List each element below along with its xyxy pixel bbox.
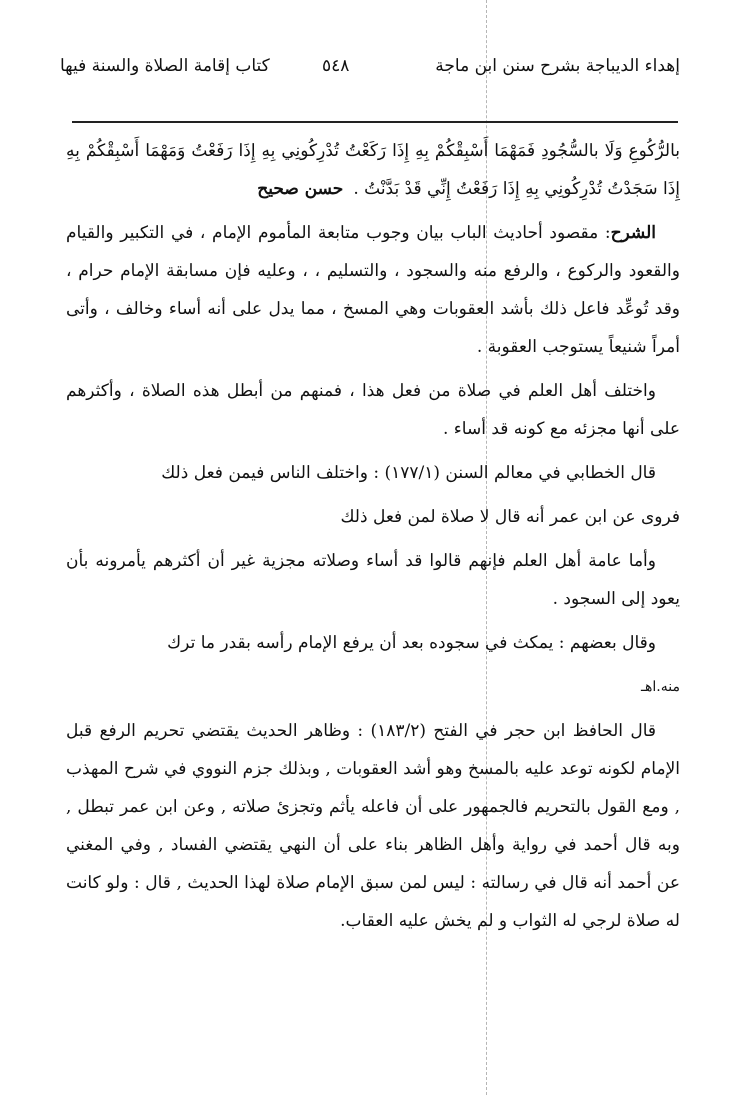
paragraph-badhuhum: وقال بعضهم : يمكث في سجوده بعد أن يرفع الإمام رأسه بقدر ما ترك [167, 633, 656, 653]
paragraph-ikhtilaf: واختلف أهل العلم في صلاة من فعل هذا ، فمنهم من أبطل هذه الصلاة ، وأكثرهم على أنها مجزئه مع كونه قد أساء . [66, 381, 680, 439]
page-number: ٥٤٨ [322, 56, 350, 76]
paragraph-ibn-umar: فروى عن ابن عمر أنه قال لا صلاة لمن فعل ذلك [340, 507, 680, 527]
running-header [60, 52, 680, 84]
page-body [66, 132, 680, 946]
paragraph-khattabi: قال الخطابي في معالم السنن (١٧٧/١) : واختلف الناس فيمن فعل ذلك [161, 463, 656, 483]
header-chapter-title: كتاب إقامة الصلاة والسنة فيها [60, 56, 270, 76]
hadith-grade: حسن صحيح [257, 179, 344, 199]
sharh-paragraph [66, 214, 680, 366]
header-rule [72, 121, 678, 123]
paragraph-end-quote: منه.اهـ [640, 679, 680, 695]
hadith-matn: بالرُّكُوعِ وَلَا بالسُّجُودِ فَمَهْمَا أَسْبِقْكُمْ بِهِ إِذَا رَكَعْتُ تُدْرِكُونِي بِهِ إِذَا رَفَعْتُ وَمَهْمَا أَسْبِقْكُمْ بِهِ إِذَا سَجَدْتُ تُدْرِكُونِي بِهِ إِذَا رَفَعْتُ إِنِّي قَدْ بَدَّنْتُ . [66, 141, 680, 199]
paragraph-ibn-hajar: قال الحافظ ابن حجر في الفتح (١٨٣/٢) : وظاهر الحديث يقتضي تحريم الرفع قبل الإمام لكونه توعد عليه بالمسخ وهو أشد العقوبات , وبذلك جزم النووي في شرح المهذب , ومع القول بالتحريم فالجمهور على أن فاعله يأثم وتجزئ صلاته , وعن ابن عمر تبطل , وبه قال أحمد في رواية وأهل الظاهر بناء على أن النهي يقتضي الفساد , وفي المغني عن أحمد أنه قال في رسالته : ليس لمن سبق الإمام صلاة لهذا الحديث , قال : ولو كانت له صلاة لرجي له الثواب و لم يخش عليه العقاب. [66, 721, 680, 931]
paragraph-amma: وأما عامة أهل العلم فإنهم قالوا قد أساء وصلاته مجزية غير أن أكثرهم يأمرونه بأن يعود إلى السجود . [66, 551, 680, 609]
hadith-text [66, 132, 680, 208]
header-book-title: إهداء الديباجة بشرح سنن ابن ماجة [435, 56, 680, 76]
sharh-text: : مقصود أحاديث الباب بيان وجوب متابعة المأموم الإمام ، في التكبير والقيام والقعود والركوع ، والرفع منه والسجود ، والتسليم ، ، وعليه فإن مسابقة الإمام حرام ، وقد تُوعِّد فاعل ذلك بأشد العقوبات وهي المسخ ، مما يدل على أنه أساء وخالف ، وأتى أمراً شنيعاً يستوجب العقوبة . [66, 223, 680, 357]
sharh-label: الشرح [610, 223, 656, 243]
